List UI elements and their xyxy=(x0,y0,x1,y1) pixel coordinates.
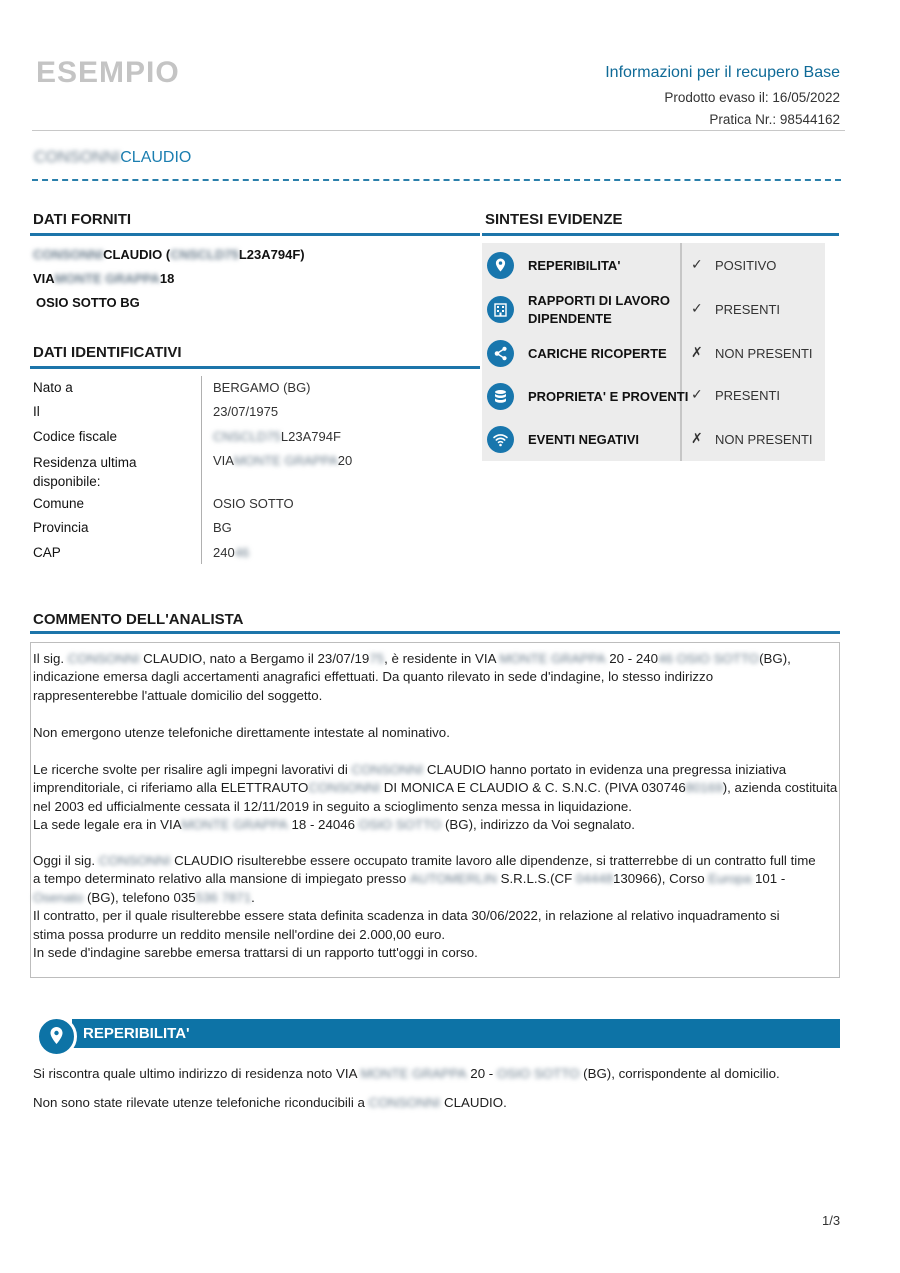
sintesi-status-rapporti-lavoro: PRESENTI xyxy=(715,302,781,317)
label-codice-fiscale: Codice fiscale xyxy=(33,429,118,444)
commento-paragraph-4 xyxy=(33,852,838,962)
prodotto-label: Prodotto evaso il: xyxy=(664,90,769,105)
p3-line-3: nel 2003 ed ufficialmente cessata il 12/11/2019 in seguito a scioglimento senza messa in liquidazione. xyxy=(33,798,632,814)
residenza-prefix: VIA xyxy=(213,453,234,468)
sintesi-evidenze-title: SINTESI EVIDENZE xyxy=(485,211,623,228)
pratica-label: Pratica Nr.: xyxy=(709,112,777,127)
cf-suffix: L23A794F) xyxy=(238,247,305,262)
location-pin-icon xyxy=(36,1016,77,1057)
p1-line-2: indicazione emersa dagli accertamenti anagrafici effettuati. Da quanto rilevato in sede d'indagine, lo stesso indirizzo xyxy=(33,669,714,685)
residenza-number: 20 xyxy=(337,453,353,468)
dati-forniti-name xyxy=(33,247,305,262)
sintesi-panel-divider xyxy=(680,243,682,461)
dati-identificativi-underline xyxy=(30,366,480,369)
wifi-signal-icon xyxy=(487,426,514,453)
subject-name xyxy=(34,149,191,167)
building-icon xyxy=(487,296,514,323)
value-nato-a: BERGAMO (BG) xyxy=(213,380,311,395)
location-pin-icon xyxy=(487,252,514,279)
dati-identificativi-title: DATI IDENTIFICATIVI xyxy=(33,344,182,361)
p3-line-1: Le ricerche svolte per risalire agli impegni lavorativi di CONSONNI CLAUDIO hanno portato in evidenza una pregressa iniziativa xyxy=(33,762,787,777)
address-prefix: VIA xyxy=(33,271,55,286)
sintesi-label-proprieta: PROPRIETA' E PROVENTI xyxy=(528,389,689,404)
share-nodes-icon xyxy=(487,340,514,367)
p3-line-2: imprenditoriale, ci riferiamo alla ELETTRAUTOCONSONNI DI MONICA E CLAUDIO & C. S.N.C. (PIVA 03074680169), azienda costituita xyxy=(33,780,838,796)
reperibilita-line-1: Si riscontra quale ultimo indirizzo di residenza noto VIA MONTE GRAPPA 20 - OSIO SOTTO (BG), corrispondente al domicilio. xyxy=(33,1066,780,1081)
value-residenza xyxy=(213,453,352,468)
redacted-surname: CONSONNI xyxy=(33,247,104,262)
sintesi-underline xyxy=(482,233,839,236)
commento-paragraph-3 xyxy=(33,761,838,835)
p4-line-5: stima possa produrre un reddito mensile nell'ordine dei 2.000,00 euro. xyxy=(33,926,446,942)
p4-line-4: Il contratto, per il quale risulterebbe essere stata definita scadenza in data 30/06/2022, in relazione al relativo inquadramento si xyxy=(33,908,780,924)
sintesi-status-proprieta: PRESENTI xyxy=(715,388,781,403)
watermark: ESEMPIO xyxy=(36,56,180,89)
commento-title: COMMENTO DELL'ANALISTA xyxy=(33,611,244,628)
prodotto-evaso xyxy=(664,90,840,105)
dashed-divider xyxy=(32,179,841,181)
sintesi-status-reperibilita: POSITIVO xyxy=(715,258,777,273)
value-comune: OSIO SOTTO xyxy=(213,496,294,511)
check-icon: ✓ xyxy=(691,386,703,402)
reperibilita-line-2: Non sono state rilevate utenze telefoniche riconducibili a CONSONNI CLAUDIO. xyxy=(33,1095,507,1110)
sintesi-status-cariche: NON PRESENTI xyxy=(715,346,813,361)
prodotto-date: 16/05/2022 xyxy=(772,90,840,105)
name-text: CLAUDIO ( xyxy=(103,247,171,262)
value-il: 23/07/1975 xyxy=(213,404,279,419)
p4-line-6: In sede d'indagine sarebbe emersa trattarsi di un rapporto tutt'oggi in corso. xyxy=(33,945,478,961)
sintesi-label-eventi-negativi: EVENTI NEGATIVI xyxy=(528,432,639,447)
cf-suffix: L23A794F xyxy=(280,429,341,444)
dati-forniti-title: DATI FORNITI xyxy=(33,211,132,228)
redacted-cf: CNSCLD75 xyxy=(170,247,239,262)
sintesi-label-reperibilita: REPERIBILITA' xyxy=(528,258,621,273)
report-title: Informazioni per il recupero Base xyxy=(605,64,840,81)
database-icon xyxy=(487,383,514,410)
dati-forniti-address xyxy=(33,271,174,286)
commento-paragraph-1 xyxy=(33,650,838,705)
cross-icon: ✗ xyxy=(691,344,703,360)
redacted-cap: 46 xyxy=(234,545,250,560)
cap-prefix: 240 xyxy=(213,545,235,560)
commento-underline xyxy=(30,631,840,634)
p4-line-1: Oggi il sig. CONSONNI CLAUDIO risulterebbe essere occupato tramite lavoro alle dipendenze, si tratterrebbe di un contratto full time xyxy=(33,853,816,868)
cross-icon: ✗ xyxy=(691,430,703,446)
sintesi-label-rapporti-lavoro: RAPPORTI DI LAVORO DIPENDENTE xyxy=(528,293,671,326)
check-icon: ✓ xyxy=(691,300,703,316)
label-comune: Comune xyxy=(33,496,85,511)
value-cap xyxy=(213,545,249,560)
dati-forniti-city: OSIO SOTTO BG xyxy=(36,295,140,310)
label-nato-a: Nato a xyxy=(33,380,73,395)
address-number: 18 xyxy=(159,271,175,286)
check-icon: ✓ xyxy=(691,256,703,272)
p1-line-1: Il sig. CONSONNI CLAUDIO, nato a Bergamo il 23/07/1975, è residente in VIA MONTE GRAPPA 20 - 24046 OSIO SOTTO(BG), xyxy=(33,651,791,666)
subject-first-name: CLAUDIO xyxy=(120,149,192,166)
pratica-value: 98544162 xyxy=(779,112,840,127)
redacted-street: MONTE GRAPPA xyxy=(54,271,160,286)
page-number: 1/3 xyxy=(822,1213,841,1228)
reperibilita-title: REPERIBILITA' xyxy=(83,1025,190,1042)
p1-line-3: rappresenterebbe l'attuale domicilio del soggetto. xyxy=(33,687,323,703)
redacted-street: MONTE GRAPPA xyxy=(233,453,338,468)
redacted-surname: CONSONNI xyxy=(34,149,121,166)
value-provincia: BG xyxy=(213,520,232,535)
label-provincia: Provincia xyxy=(33,520,89,535)
label-residenza: Residenza ultima disponibile: xyxy=(33,455,137,489)
sintesi-status-eventi-negativi: NON PRESENTI xyxy=(715,432,813,447)
p4-line-3: Osenato (BG), telefono 035536 7871. xyxy=(33,889,255,905)
value-codice-fiscale xyxy=(213,429,341,444)
label-il: Il xyxy=(33,404,40,419)
pratica-number xyxy=(709,112,840,127)
dati-forniti-underline xyxy=(30,233,480,236)
header-divider xyxy=(32,130,845,131)
p4-line-2: a tempo determinato relativo alla mansione di impiegato presso AUTOMERLIN S.R.L.S.(CF 04448130966), Corso Europa 101 - xyxy=(33,871,786,887)
p3-line-4: La sede legale era in VIAMONTE GRAPPA 18 - 24046 OSIO SOTTO (BG), indirizzo da Voi segnalato. xyxy=(33,817,635,833)
sintesi-label-cariche: CARICHE RICOPERTE xyxy=(528,346,667,361)
redacted-cf: CNSCLD75 xyxy=(213,429,281,444)
commento-paragraph-2: Non emergono utenze telefoniche direttamente intestate al nominativo. xyxy=(33,725,450,740)
label-cap: CAP xyxy=(33,545,61,560)
table-column-divider xyxy=(201,376,202,564)
